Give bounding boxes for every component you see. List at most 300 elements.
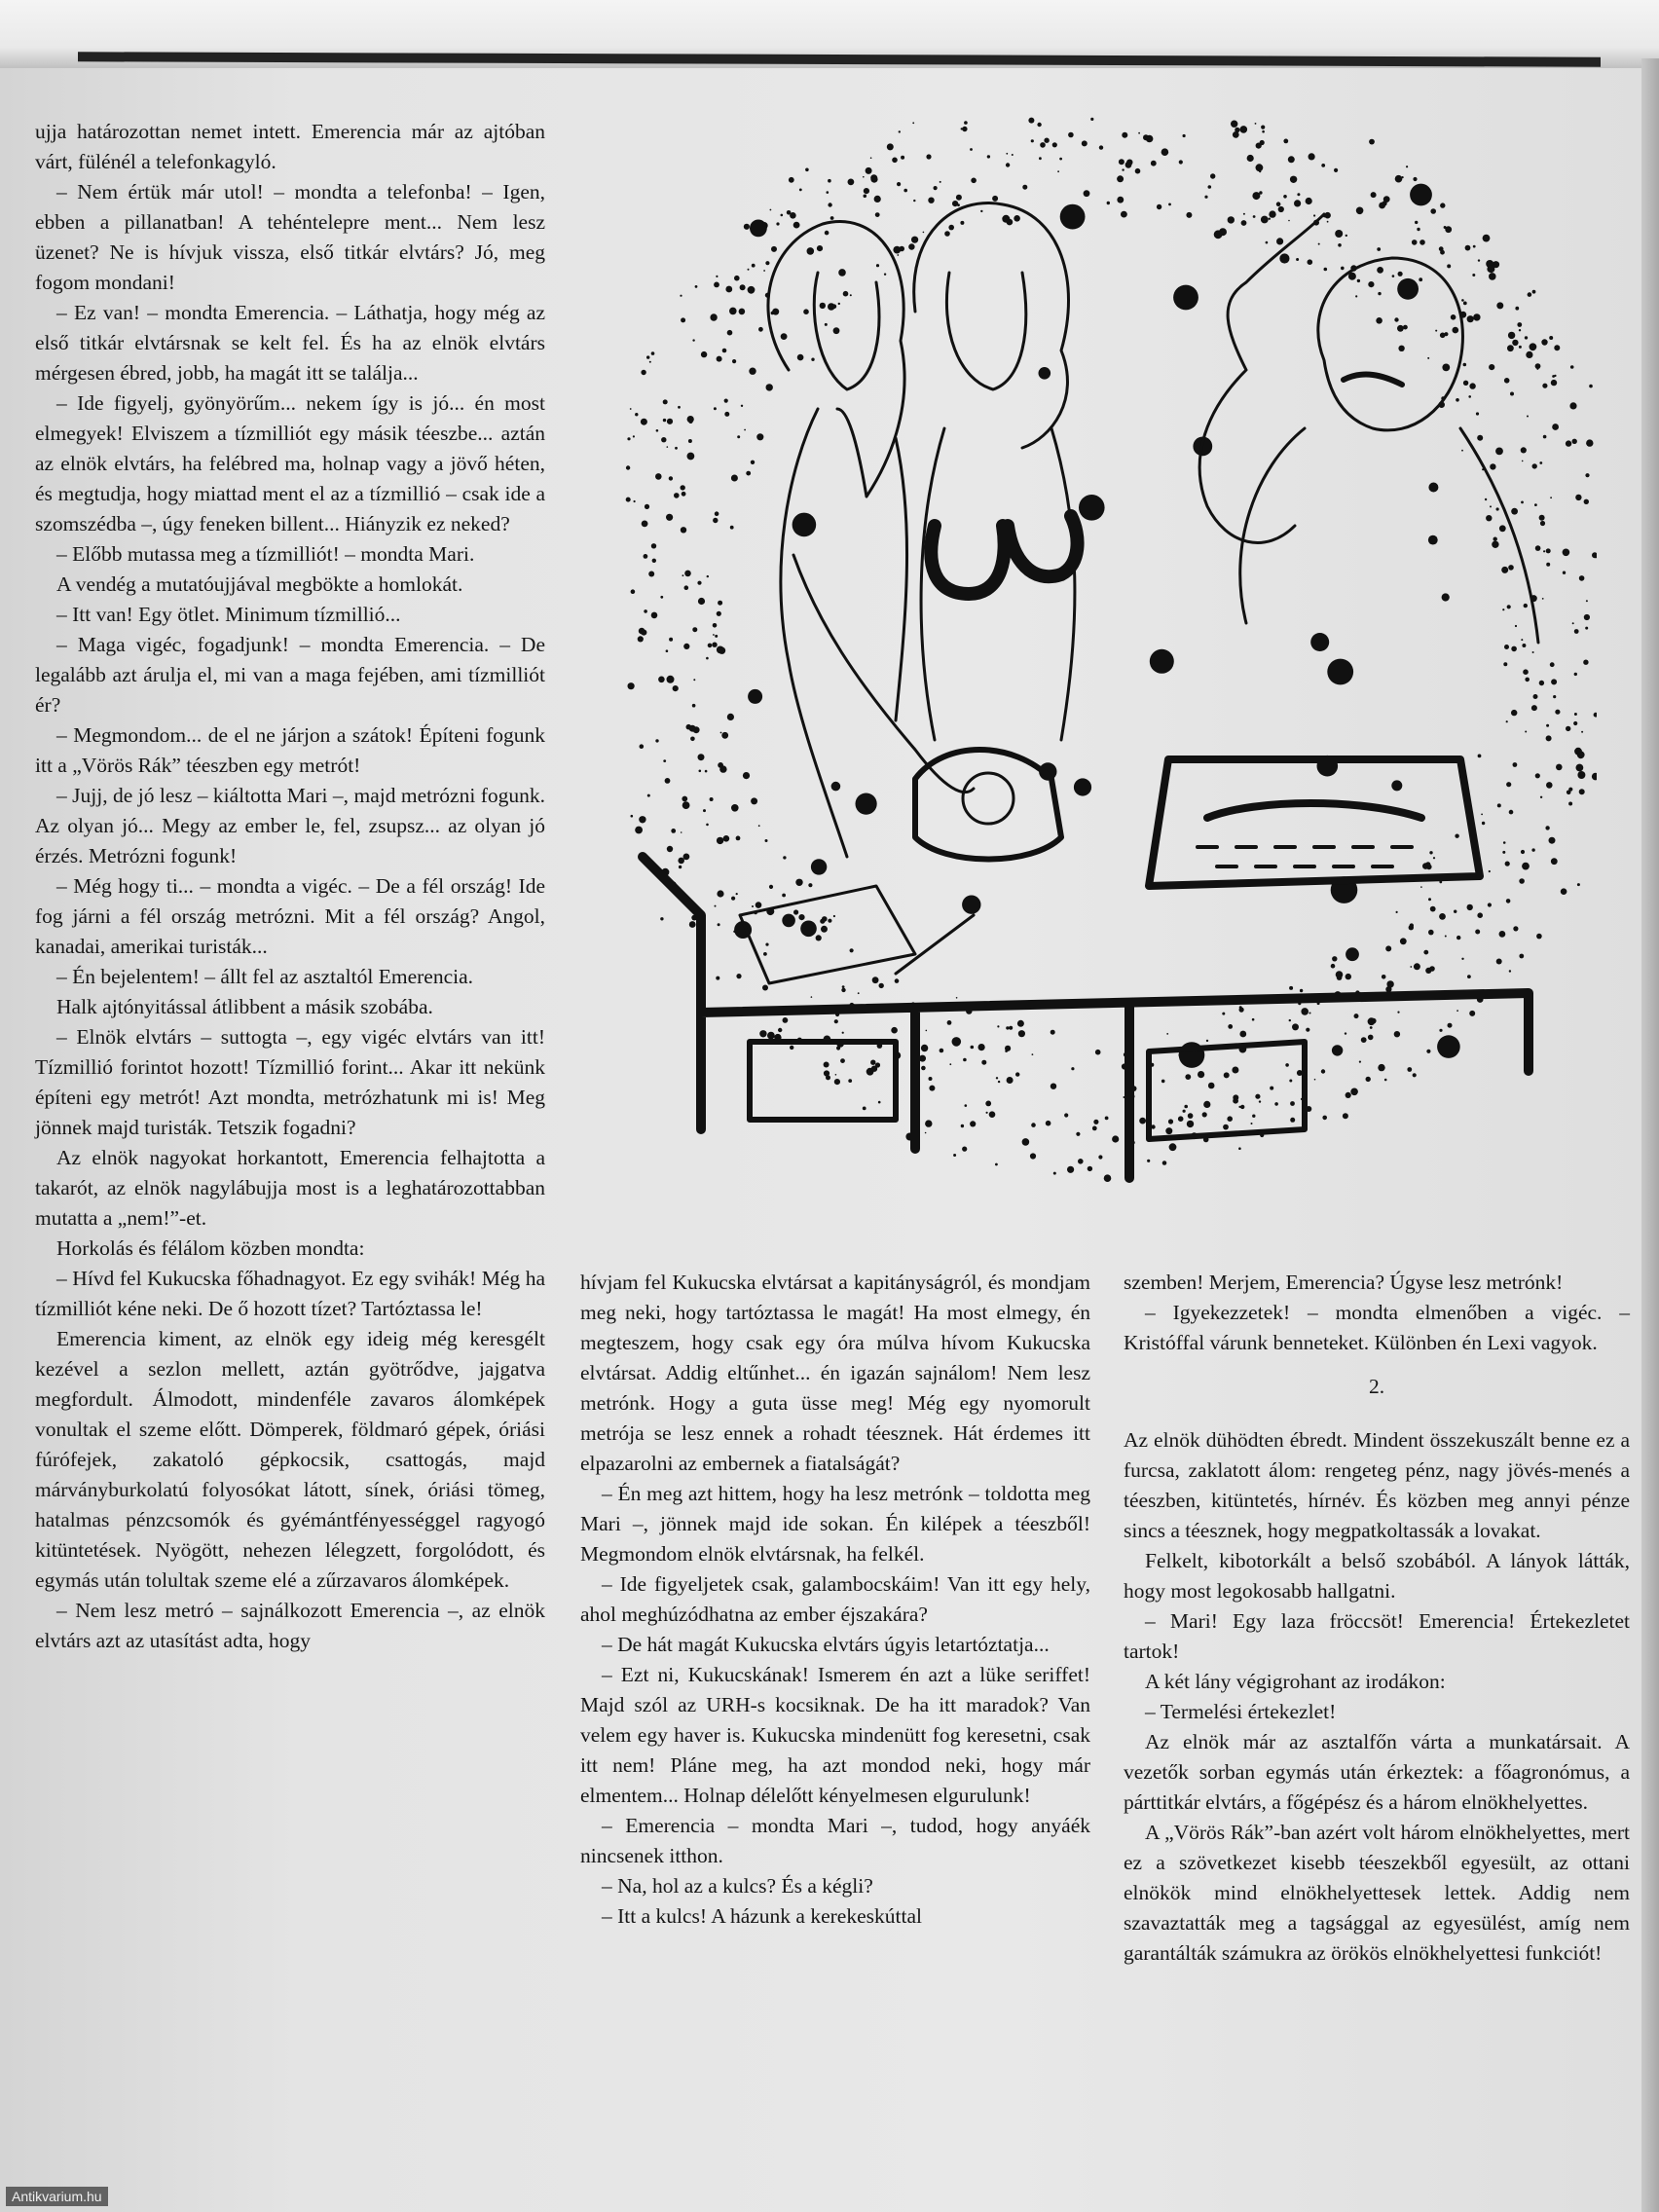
ink-dot	[956, 997, 958, 999]
ink-dot	[834, 1019, 838, 1023]
ink-dot	[1456, 1010, 1458, 1012]
ink-dot	[1224, 1072, 1230, 1078]
ink-blot	[782, 914, 795, 928]
ink-dot	[1499, 525, 1506, 532]
ink-dot	[1592, 773, 1597, 781]
ink-dot	[1169, 1143, 1177, 1151]
ink-dot	[1428, 898, 1431, 901]
paragraph: – Én bejelentem! – állt fel az asztaltól Emerencia.	[56, 965, 474, 988]
ink-dot	[667, 676, 675, 683]
ink-dot	[660, 917, 663, 920]
ink-dot	[751, 461, 755, 464]
ink-dot	[1071, 1067, 1074, 1070]
ink-dot	[1292, 1023, 1299, 1030]
ink-dot	[1473, 245, 1476, 248]
ink-dot	[1496, 507, 1499, 510]
ink-dot	[833, 915, 835, 917]
ink-dot	[1574, 748, 1582, 756]
ink-dot	[1256, 164, 1264, 171]
ink-dot	[875, 1062, 880, 1067]
ink-dot	[710, 797, 714, 801]
ink-dot	[1521, 501, 1524, 504]
ink-blot	[1397, 278, 1419, 300]
ink-dot	[680, 295, 682, 297]
ink-dot	[674, 493, 680, 498]
page-top-edge	[0, 0, 1659, 68]
ink-dot	[864, 188, 869, 194]
ink-dot	[717, 611, 721, 616]
ink-dot	[811, 996, 813, 998]
ink-dot	[848, 179, 855, 186]
ink-dot	[1345, 1032, 1346, 1034]
ink-dot	[1566, 726, 1570, 731]
ink-dot	[1414, 963, 1420, 970]
ink-dot	[692, 339, 694, 341]
paragraph: ujja határozottan nemet intett. Emerencia már az ajtóban várt, fülénél a telefonkagyló.	[35, 120, 545, 173]
ink-dot	[1400, 938, 1407, 944]
ink-dot	[652, 559, 656, 563]
ink-dot	[765, 261, 769, 265]
ink-dot	[1006, 153, 1008, 155]
ink-dot	[1187, 1121, 1194, 1127]
ink-dot	[793, 222, 800, 229]
ink-dot	[1289, 986, 1293, 990]
left-woman-body	[781, 409, 907, 857]
ink-dot	[842, 985, 845, 988]
ink-dot	[666, 514, 673, 521]
ink-dot	[987, 155, 990, 158]
ink-dot	[1477, 435, 1483, 441]
ink-dot	[1321, 164, 1325, 167]
ink-dot	[1519, 878, 1525, 884]
ink-dot	[1483, 235, 1491, 242]
ink-dot	[1485, 498, 1487, 500]
ink-dot	[1297, 193, 1300, 196]
ink-dot	[756, 902, 762, 908]
ink-dot	[808, 883, 812, 887]
ink-dot	[631, 815, 634, 818]
ink-dot	[940, 1049, 944, 1053]
ink-dot	[1583, 660, 1588, 665]
ink-dot	[1107, 202, 1110, 204]
ink-dot	[1138, 132, 1140, 134]
ink-dot	[1283, 195, 1287, 199]
ink-dot	[1574, 713, 1577, 716]
paragraph: – Ide figyeljetek csak, galambocskáim! Van itt egy hely, ahol meghúzódhatna az ember éjszakára?	[580, 1572, 1090, 1626]
ink-dot	[681, 831, 682, 833]
ink-dot	[1121, 211, 1127, 218]
ink-dot	[940, 181, 941, 183]
ink-dot	[1488, 903, 1492, 906]
ink-dot	[655, 739, 658, 742]
ink-dot	[1569, 402, 1576, 409]
ink-dot	[1208, 185, 1212, 189]
ink-dot	[1309, 153, 1315, 160]
ink-dot	[1546, 782, 1553, 789]
ink-dot	[1198, 1071, 1204, 1078]
ink-dot	[727, 714, 734, 720]
ink-dot	[701, 351, 707, 357]
ink-dot	[1239, 1006, 1242, 1009]
ink-dot	[1513, 926, 1518, 931]
ink-dot	[1402, 176, 1404, 178]
ink-dot	[719, 765, 726, 772]
ink-dot	[705, 770, 708, 773]
ink-dot	[743, 772, 750, 779]
ink-dot	[1442, 364, 1450, 372]
ink-dot	[1383, 196, 1390, 203]
ink-dot	[1397, 1012, 1399, 1014]
ink-dot	[1463, 302, 1467, 306]
ink-dot	[1253, 215, 1256, 218]
ink-dot	[693, 679, 695, 681]
ink-dot	[1122, 168, 1124, 170]
ink-dot	[1322, 1116, 1327, 1121]
ink-dot	[1467, 315, 1474, 322]
ink-dot	[1039, 157, 1042, 160]
ink-dot	[1161, 148, 1169, 156]
ink-dot	[1378, 292, 1381, 295]
ink-dot	[850, 948, 854, 952]
ink-dot	[1017, 1020, 1024, 1027]
ink-dot	[1186, 212, 1192, 218]
ink-dot	[1536, 368, 1538, 370]
ink-dot	[717, 356, 722, 362]
ink-dot	[803, 309, 809, 314]
ink-dot	[1406, 166, 1408, 167]
ink-dot	[1092, 1126, 1097, 1131]
ink-dot	[1496, 959, 1502, 965]
ink-dot	[960, 221, 964, 225]
ink-dot	[731, 804, 739, 812]
ink-dot	[1473, 313, 1480, 320]
ink-dot	[1283, 139, 1288, 144]
ink-dot	[1276, 202, 1281, 206]
ink-dot	[1469, 1011, 1475, 1016]
ink-dot	[667, 419, 673, 424]
ink-dot	[1262, 130, 1265, 133]
ink-dot	[1530, 343, 1537, 350]
ink-dot	[1508, 332, 1515, 339]
ink-dot	[820, 303, 826, 309]
ink-dot	[899, 130, 901, 132]
ink-dot	[1290, 1118, 1295, 1123]
ink-dot	[1288, 220, 1290, 222]
ink-dot	[1139, 1118, 1146, 1124]
ink-dot	[1428, 930, 1434, 936]
ink-dot	[1386, 980, 1393, 987]
ink-dot	[641, 419, 647, 425]
ink-dot	[1577, 771, 1585, 779]
ink-dot	[899, 246, 904, 252]
ink-dot	[724, 412, 729, 417]
ink-dot	[874, 196, 881, 203]
ink-dot	[1040, 142, 1046, 148]
ink-dot	[744, 224, 750, 230]
ink-dot	[1371, 192, 1377, 198]
ink-blot	[856, 793, 877, 815]
paragraph: Emerencia kiment, az elnök egy ideig még keresgélt kezével a sezlon mellett, aztán gyötrődve, jajgatva megfordult. Álmodott, mindenféle zavaros álomképek vonultak el szeme előtt. Dömperek, földmaró gépek, óriási fúrófejek, zakatoló gépkocsik, csattogás, majd márványburkolatú folyosókat látott, sínek, óriási tömeg, hatalmas pénzcsomók és gyémántfényességgel ragyogó kitüntetések. Nyögött, nehezen lélegzett, forgolódott, és egymás után tolultak szeme elé a zűrzavaros álomképek.	[35, 1327, 545, 1592]
ink-dot	[1251, 1123, 1253, 1124]
ink-dot	[1346, 1092, 1351, 1098]
ink-dot	[687, 453, 695, 461]
ink-dot	[1206, 1040, 1208, 1042]
ink-dot	[1252, 1115, 1255, 1118]
ink-dot	[1507, 345, 1514, 351]
ink-blot	[750, 220, 767, 238]
ink-dot	[1366, 1077, 1371, 1082]
ink-dot	[1368, 1035, 1374, 1041]
ink-dot	[957, 203, 960, 206]
ink-dot	[1274, 1102, 1278, 1106]
ink-dot	[765, 839, 768, 842]
ink-blot	[952, 1037, 962, 1047]
ink-dot	[1540, 521, 1545, 526]
ink-dot	[1098, 1155, 1102, 1159]
ink-dot	[978, 1044, 985, 1051]
ink-dot	[1527, 416, 1529, 418]
ink-dot	[1465, 245, 1471, 251]
ink-dot	[836, 1046, 840, 1050]
ink-dot	[1513, 762, 1518, 767]
ink-dot	[665, 778, 671, 784]
ink-dot	[1525, 731, 1527, 733]
ink-dot	[1117, 197, 1124, 203]
ink-dot	[1508, 565, 1514, 571]
ink-dot	[640, 744, 645, 749]
ink-dot	[729, 308, 737, 315]
ink-dot	[1078, 1159, 1084, 1164]
ink-dot	[688, 420, 692, 424]
ink-dot	[911, 237, 918, 243]
ink-dot	[1482, 822, 1485, 825]
ink-blot	[962, 896, 980, 914]
ink-dot	[1166, 1033, 1168, 1035]
text-column-left	[35, 117, 545, 1656]
ink-dot	[630, 408, 632, 410]
ink-dot	[1208, 1083, 1215, 1089]
ink-dot	[1222, 1013, 1225, 1015]
ink-dot	[1376, 317, 1382, 324]
ink-dot	[1084, 190, 1090, 197]
ink-dot	[1232, 1067, 1238, 1074]
ink-dot	[1093, 1120, 1098, 1124]
ink-dot	[824, 1062, 830, 1068]
ink-dot	[731, 475, 738, 482]
ink-dot	[682, 796, 687, 802]
paragraph: – Maga vigéc, fogadjunk! – mondta Emerencia. – De legalább azt árulja el, mi van a maga fejében, ami tízmilliót ér?	[35, 633, 545, 717]
ink-dot	[1030, 1153, 1036, 1159]
ink-dot	[1535, 773, 1540, 778]
ink-dot	[1285, 1063, 1289, 1067]
ink-dot	[1448, 1023, 1453, 1028]
ink-dot	[1276, 238, 1283, 244]
ink-dot	[1203, 1101, 1210, 1108]
ink-dot	[799, 189, 802, 192]
ink-dot	[626, 465, 630, 469]
ink-dot	[879, 983, 884, 988]
ink-dot	[681, 485, 685, 490]
ink-dot	[1502, 608, 1504, 610]
ink-dot	[1509, 970, 1511, 972]
ink-dot	[961, 128, 963, 129]
ink-dot	[884, 274, 886, 276]
ink-dot	[717, 646, 724, 654]
ink-dot	[1403, 325, 1408, 330]
ink-dot	[1007, 1077, 1014, 1084]
ink-dot	[1331, 964, 1336, 969]
paragraph: – Termelési értekezlet!	[1145, 1700, 1337, 1723]
ink-dot	[1477, 912, 1483, 918]
ink-dot	[1018, 1030, 1025, 1037]
ink-dot	[863, 1107, 866, 1111]
ink-dot	[1532, 463, 1537, 468]
ink-dot	[1337, 975, 1343, 980]
ink-dot	[970, 148, 973, 151]
ink-dot	[679, 866, 682, 868]
ink-dot	[963, 1058, 967, 1062]
ink-dot	[1521, 850, 1525, 854]
ink-dot	[749, 368, 756, 375]
ink-dot	[1064, 1113, 1068, 1117]
ink-dot	[795, 879, 802, 886]
ink-dot	[1290, 1101, 1295, 1106]
ink-dot	[1368, 281, 1374, 287]
ink-dot	[1341, 267, 1345, 271]
ink-dot	[655, 473, 662, 480]
paragraph: Horkolás és félálom közben mondta:	[56, 1236, 365, 1260]
ink-dot	[1015, 1072, 1019, 1076]
ink-dot	[858, 992, 860, 994]
ink-dot	[1165, 1127, 1172, 1134]
ink-dot	[1394, 1031, 1400, 1037]
ink-dot	[981, 1060, 986, 1065]
ink-dot	[1259, 170, 1261, 172]
ink-dot	[864, 195, 867, 199]
ink-dot	[667, 846, 673, 852]
ink-dot	[1519, 329, 1521, 331]
paragraph: A két lány végigrohant az irodákon:	[1145, 1670, 1446, 1693]
ink-dot	[710, 313, 717, 320]
ink-dot	[876, 264, 879, 267]
middle-woman-top	[931, 516, 1077, 594]
ink-dot	[718, 601, 722, 606]
ink-dot	[782, 894, 786, 898]
ink-dot	[1261, 216, 1269, 224]
ink-dot	[1501, 567, 1508, 573]
ink-dot	[736, 836, 741, 841]
paragraph: Felkelt, kibotorkált a belső szobából. A lányok látták, hogy most legokosabb hallgatni.	[1124, 1549, 1630, 1603]
telephone-sketch	[915, 750, 1061, 860]
ink-dot	[1398, 272, 1403, 276]
ink-dot	[901, 156, 904, 160]
paragraph: – Itt van! Egy ötlet. Minimum tízmillió...	[56, 603, 401, 626]
ink-dot	[897, 254, 899, 256]
ink-dot	[1354, 1014, 1359, 1018]
ink-dot	[766, 384, 773, 390]
ink-dot	[1228, 216, 1235, 223]
ink-dot	[1502, 851, 1505, 854]
ink-dot	[1525, 336, 1528, 339]
ink-dot	[1543, 550, 1545, 552]
ink-dot	[949, 1063, 951, 1065]
ink-dot	[919, 1055, 926, 1062]
ink-dot	[1012, 154, 1014, 156]
ink-dot	[1533, 694, 1538, 699]
ink-dot	[1519, 346, 1522, 349]
ink-blot	[1060, 204, 1086, 230]
ink-dot	[1440, 203, 1445, 207]
ink-dot	[1535, 545, 1541, 551]
paragraph: Az elnök már az asztalfőn várta a munkatársait. A vezetők sorban egymás után érkeztek: a főagronómus, a párttitkár elvtárs, a főgépész és a három elnökhelyettes.	[1124, 1730, 1630, 1814]
ink-dot	[699, 770, 702, 773]
ink-dot	[1104, 1174, 1112, 1182]
ink-dot	[793, 909, 798, 914]
ink-dot	[1252, 1018, 1255, 1021]
ink-dot	[663, 759, 666, 762]
ink-dot	[1266, 241, 1269, 244]
ink-dot	[1517, 322, 1522, 327]
paragraph: hívjam fel Kukucska elvtársat a kapitányságról, és mondjam meg neki, hogy tartóztassa le magát! Ha most elmegy, én megteszem, hogy csak egy óra múlva hívom Kukucska elvtársat. Addig eltűnhet... én igazán sajnálom! Nem lesz metrónk. Hogy a guta üsse meg! Még egy nyomorult metrója se lesz ennek a rohadt téesznek. Hát érdemes itt elpazarolni az embernek a fiatalságát?	[580, 1271, 1090, 1475]
ink-dot	[1509, 810, 1514, 815]
ink-dot	[748, 286, 756, 294]
ink-dot	[1394, 317, 1398, 321]
ink-dot	[698, 598, 705, 605]
paragraph: – Elnök elvtárs – suttogta –, egy vigéc elvtárs van itt! Tízmillió forintot hozott! Tízmillió forint... Akar itt nekünk építeni egy metrót! Azt mondta, metrózhatunk mi is! Meg jönnek majd turisták. Tetszik fogadni?	[35, 1025, 545, 1139]
ink-dot	[1332, 956, 1337, 961]
man-pointing-hand	[1199, 214, 1324, 542]
ink-dot	[1541, 339, 1547, 345]
ink-dot	[897, 182, 901, 186]
ink-blot	[1391, 780, 1402, 791]
ink-dot	[1228, 1024, 1233, 1029]
ink-dot	[1261, 126, 1265, 129]
ink-dot	[838, 303, 840, 305]
ink-dot	[1539, 515, 1545, 521]
ink-dot	[1440, 333, 1446, 339]
ink-dot	[692, 704, 696, 708]
ink-dot	[1521, 447, 1527, 453]
ink-dot	[1453, 327, 1459, 334]
ink-dot	[660, 596, 663, 599]
ink-dot	[1082, 140, 1088, 146]
ink-dot	[789, 177, 794, 183]
ink-dot	[892, 158, 898, 164]
ink-dot	[1415, 221, 1418, 224]
ink-dot	[1461, 958, 1463, 960]
ink-dot	[1143, 134, 1149, 140]
ink-dot	[715, 635, 718, 638]
ink-dot	[798, 914, 804, 920]
ink-dot	[1178, 1116, 1184, 1122]
paragraph: – Ide figyelj, gyönyörűm... nekem így is jó... én most elmegyek! Elviszem a tízmilliót egy másik téeszbe... aztán az elnök elvtárs, ha felébred ma, holnap vagy a jövő héten, és megtudja, hogy miattad ment el az a tízmillió – csak ide a szomszédba –, úgy feneken billent... Hiányzik ez neked?	[35, 391, 545, 535]
ink-dot	[841, 988, 845, 992]
ink-dot	[707, 575, 709, 577]
ink-dot	[669, 638, 673, 642]
ink-dot	[1572, 622, 1574, 624]
ink-dot	[642, 521, 648, 528]
ink-blot	[1327, 659, 1353, 685]
ink-blot	[1437, 1035, 1460, 1058]
ink-dot	[1032, 1053, 1034, 1055]
ink-dot	[748, 269, 750, 271]
ink-blot	[1410, 184, 1432, 206]
paragraph: – Itt a kulcs! A házunk a kerekeskúttal	[602, 1904, 922, 1928]
ink-dot	[870, 157, 872, 159]
ink-dot	[1546, 563, 1550, 567]
ink-dot	[1594, 713, 1597, 718]
ink-dot	[1524, 604, 1528, 608]
